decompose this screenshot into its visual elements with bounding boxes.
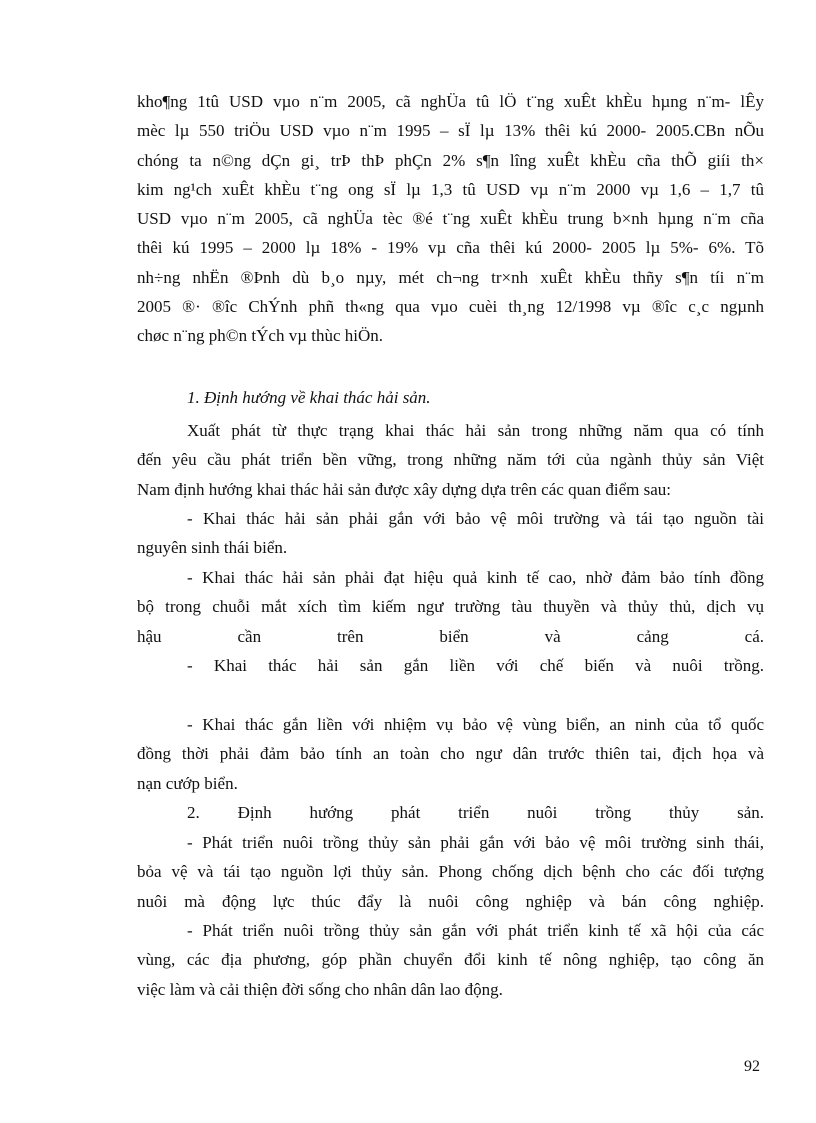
text-line: nh÷ng nhËn ®Þnh dù b¸o nµy, mét ch¬ng tr×nh xuÊt khÈu thñy s¶n tíi n¨m: [137, 267, 764, 287]
text-line: USD vµo n¨m 2005, cã nghÜa tèc ®é t¨ng xuÊt khÈu trung b×nh hµng n¨m cña: [137, 209, 764, 229]
text-line: kim ng¹ch xuÊt khÈu t¨ng ong sÏ lµ 1,3 tû USD vµ n¨m 2000 vµ 1,6 – 1,7 tû: [137, 179, 764, 199]
text-line: đến yêu cầu phát triển bền vững, trong những năm tới của ngành thủy sản Việt: [137, 450, 764, 470]
text-line: nạn cướp biển.: [137, 773, 238, 793]
text-line: hậu cần trên biển và cảng cá.: [137, 626, 764, 646]
text-line: - Khai thác hải sản phải gắn với bảo vệ môi trường và tái tạo nguồn tài: [187, 509, 764, 528]
section-heading-1: 1. Định hướng về khai thác hải sản.: [187, 388, 431, 407]
text-line: chóng ta n©ng dÇn gi¸ trÞ thÞ phÇn 2% s¶n lîng xuÊt khÈu cña thÕ giíi th×: [137, 150, 764, 170]
text-line: 2005 ®· ®îc ChÝnh phñ th«ng qua vµo cuèi th¸ng 12/1998 vµ ®îc c¸c ngµnh: [137, 297, 764, 317]
text-line: nguyên sinh thái biển.: [137, 538, 288, 558]
bullet-item: [137, 504, 764, 563]
bullet-item: [137, 828, 764, 916]
text-line: bộ trong chuỗi mắt xích tìm kiếm ngư trường tàu thuyền và thủy thủ, dịch vụ: [137, 597, 764, 617]
text-line: chøc n¨ng ph©n tÝch vµ thùc hiÖn.: [137, 326, 384, 346]
intro-paragraph: [137, 416, 764, 504]
text-line: Xuất phát từ thực trạng khai thác hải sản trong những năm qua có tính: [187, 421, 764, 440]
page-number: 92: [744, 1058, 760, 1075]
text-line: đồng thời phải đảm bảo tính an toàn cho ngư dân trước thiên tai, địch họa và: [137, 744, 764, 764]
text-line: việc làm và cải thiện đời sống cho nhân dân lao động.: [137, 979, 503, 999]
bullet-item: [137, 651, 764, 680]
bullet-item: [137, 563, 764, 651]
section-heading-2: [137, 798, 764, 827]
bullet-item: [137, 916, 764, 1004]
text-line: kho¶ng 1tû USD vµo n¨m 2005, cã nghÜa tû lÖ t¨ng xuÊt khÈu hµng n¨m- lÊy: [137, 92, 764, 111]
text-line: Nam định hướng khai thác hải sản được xây dựng dựa trên các quan điểm sau:: [137, 479, 671, 499]
text-line: - Phát triển nuôi trồng thủy sản phải gắn với bảo vệ môi trường sinh thái,: [187, 833, 764, 852]
text-line: thêi kú 1995 – 2000 lµ 18% - 19% vµ cña thêi kú 2000- 2005 lµ 5%- 6%. Tõ: [137, 238, 764, 258]
bullet-item: [137, 710, 764, 798]
text-line: - Khai thác hải sản phải đạt hiệu quả kinh tế cao, nhờ đảm bảo tính đồng: [187, 568, 764, 587]
text-line: vùng, các địa phương, góp phần chuyển đổi kinh tế nông nghiệp, tạo công ăn: [137, 950, 764, 970]
text-line: - Phát triển nuôi trồng thủy sản gắn với phát triển kinh tế xã hội của các: [187, 921, 764, 940]
text-line: mèc lµ 550 triÖu USD vµo n¨m 1995 – sÏ lµ 13% thêi kú 2000- 2005.CBn nÕu: [137, 121, 764, 141]
text-line: nuôi mà động lực thúc đẩy là nuôi công nghiệp và bán công nghiệp.: [137, 891, 764, 911]
text-line: - Khai thác hải sản gắn liền với chế biến và nuôi trồng.: [187, 656, 764, 675]
text-line: - Khai thác gắn liền với nhiệm vụ bảo vệ vùng biển, an ninh của tổ quốc: [187, 715, 764, 734]
text-line: 2. Định hướng phát triển nuôi trồng thủy sản.: [187, 803, 764, 822]
garbled-paragraph: [137, 87, 764, 351]
text-line: bỏa vệ và tái tạo nguồn lợi thủy sản. Phong chống dịch bệnh cho các đối tượng: [137, 862, 764, 882]
